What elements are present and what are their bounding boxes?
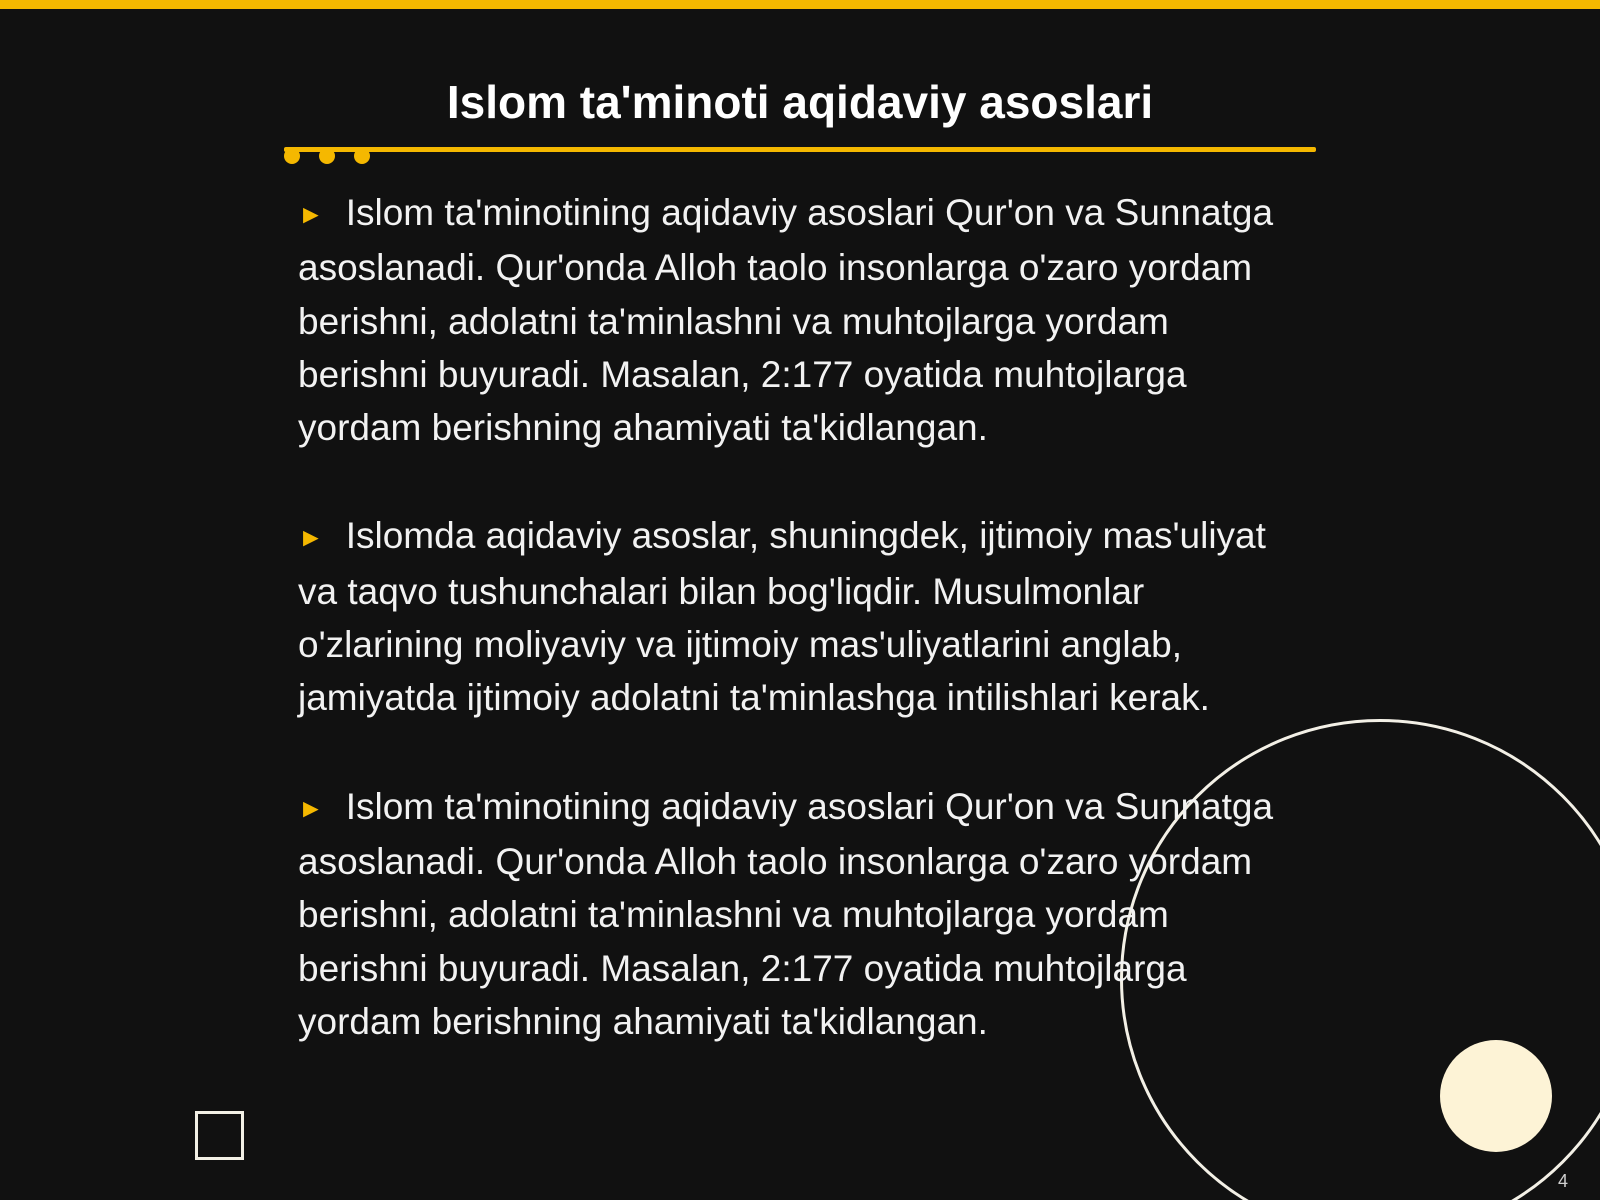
decorative-dot [319,148,335,164]
bullet-paragraph [298,509,1298,724]
bullet-arrow-icon: ► [298,522,324,553]
top-accent-bar [0,0,1600,9]
decorative-cream-circle [1440,1040,1552,1152]
paragraph-text: Islom ta'minotining aqidaviy asoslari Qur'on va Sunnatga asoslanadi. Qur'onda Alloh taolo insonlarga o'zaro yordam berishni, adolatni ta'minlashni va muhtojlarga yordam berishni buyuradi. Masalan, 2:177 oyatida muhtojlarga yordam berishning ahamiyati ta'kidlangan. [298,785,1274,1042]
paragraph-text: Islomda aqidaviy asoslar, shuningdek, ijtimoiy mas'uliyat va taqvo tushunchalari bilan bog'liqdir. Musulmonlar o'zlarining moliyaviy va ijtimoiy mas'uliyatlarini anglab, jamiyatda ijtimoiy adolatni ta'minlashga intilishlari kerak. [298,515,1266,719]
bullet-paragraph [298,186,1298,454]
bullet-arrow-icon: ► [298,792,324,823]
slide-body [298,186,1298,1103]
decorative-square [195,1111,244,1160]
slide-title: Islom ta'minoti aqidaviy asoslari [446,76,1154,128]
decorative-dot [284,148,300,164]
bullet-arrow-icon: ► [298,199,324,229]
title-underline [284,147,1316,152]
paragraph-text: Islom ta'minotining aqidaviy asoslari Qur'on va Sunnatga asoslanadi. Qur'onda Alloh taolo insonlarga o'zaro yordam berishni, adolatni ta'minlashni va muhtojlarga yordam berishni buyuradi. Masalan, 2:177 oyatida muhtojlarga yordam berishning ahamiyati ta'kidlangan. [298,192,1274,449]
decorative-dot [354,148,370,164]
page-number: 4 [1557,1171,1568,1191]
bullet-paragraph [298,780,1298,1048]
